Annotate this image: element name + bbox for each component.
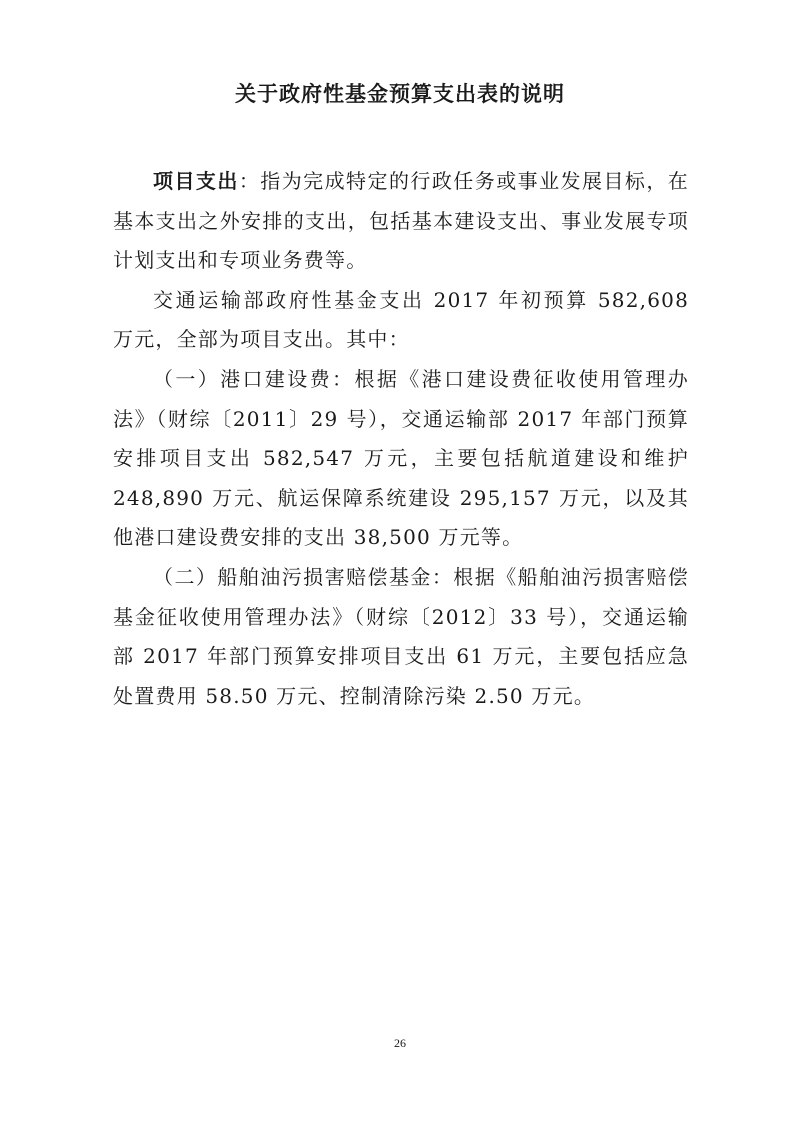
document-body	[113, 162, 689, 716]
project-expenditure-label: 项目支出	[153, 169, 239, 193]
paragraph-oil-pollution-fund: （二）船舶油污损害赔偿基金：根据《船舶油污损害赔偿基金征收使用管理办法》（财综〔2012〕33 号），交通运输部 2017 年部门预算安排项目支出 61 万元，主要包括应急处置费用 58.50 万元、控制清除污染 2.50 万元。	[113, 564, 689, 708]
document-title: 关于政府性基金预算支出表的说明	[235, 81, 565, 106]
paragraph-project-expenditure	[113, 162, 689, 281]
paragraph-port-construction-fee: （一）港口建设费：根据《港口建设费征收使用管理办法》（财综〔2011〕29 号），交通运输部 2017 年部门预算安排项目支出 582,547 万元，主要包括航道建设和维护 248,890 万元、航运保障系统建设 295,157 万元，以及其他港口建设费安排的支出 38,500 万元等。	[113, 366, 689, 550]
paragraph-fund-summary: 交通运输部政府性基金支出 2017 年初预算 582,608 万元，全部为项目支出。其中：	[113, 287, 689, 352]
page-number: 26	[394, 1036, 406, 1050]
project-expenditure-definition: ：指为完成特定的行政任务或事业发展目标，在基本支出之外安排的支出，包括基本建设支出、事业发展专项计划支出和专项业务费等。	[113, 169, 689, 273]
